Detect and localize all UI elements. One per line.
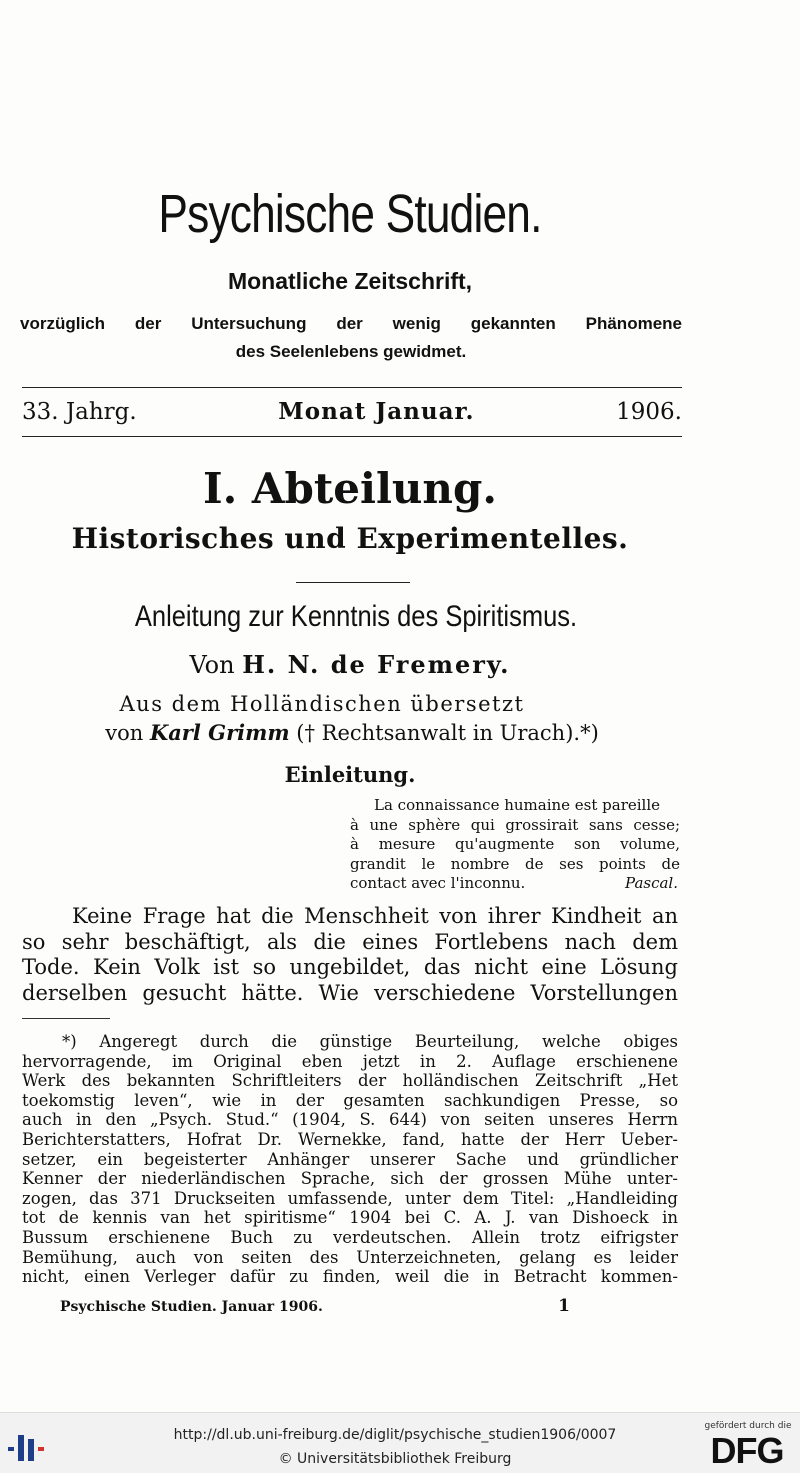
running-footer	[60, 1296, 570, 1316]
footnote-line: *) Angeregt durch die günstige Beurteilung, welche obiges	[62, 1032, 678, 1051]
epigraph-line: grandit le nombre de ses points de	[350, 854, 680, 873]
footnote-line: auch in den „Psych. Stud.“ (1904, S. 644) von seiten unseres Herrn	[22, 1110, 678, 1130]
body-line: so sehr beschäftigt, als die eines Fortlebens nach dem	[22, 929, 678, 954]
byline	[0, 650, 700, 679]
journal-title: Psychische Studien.	[158, 184, 542, 244]
footnote-line: toekomstig leven“, wie in der gesamten sachkundigen Presse, so	[22, 1090, 678, 1110]
epigraph-last-line	[350, 874, 680, 894]
issue-year: 1906.	[616, 399, 682, 425]
journal-tagline-1: vorzüglich der Untersuchung der wenig gekannten Phänomene	[20, 314, 682, 333]
translator-name: Karl Grimm	[149, 720, 290, 745]
journal-tagline-2: des Seelenlebens gewidmet.	[235, 342, 467, 361]
sponsor-text: gefördert durch die	[704, 1421, 792, 1431]
author-name: H. N. de Fremery.	[242, 650, 511, 679]
epigraph-line: à une sphère qui grossirait sans cesse;	[350, 815, 680, 834]
section-divider	[296, 582, 410, 583]
translator-line	[0, 720, 704, 745]
footnote-line: zogen, das 371 Druckseiten umfassende, unter dem Titel: „Handleiding	[22, 1188, 678, 1208]
body-line: Keine Frage hat die Menschheit von ihrer Kindheit an	[72, 904, 678, 928]
running-footer-text: Psychische Studien. Januar 1906.	[60, 1299, 323, 1315]
permalink-url[interactable]: http://dl.ub.uni-freiburg.de/diglit/psychische_studien1906/0007	[173, 1427, 617, 1443]
issue-month: Monat Januar.	[278, 398, 475, 425]
introduction-heading: Einleitung.	[284, 762, 416, 787]
footnote	[22, 1032, 678, 1287]
epigraph-line: La connaissance humaine est pareille	[374, 796, 661, 814]
footnote-line: nicht, einen Verleger dafür zu finden, weil die in Betracht kommen-	[22, 1267, 678, 1287]
dfg-logo: DFG	[710, 1430, 784, 1471]
body-line: Tode. Kein Volk ist so ungebildet, das nicht eine Lösung	[22, 955, 678, 979]
epigraph	[350, 796, 680, 894]
footnote-line: setzer, ein begeisterter Anhänger unserer Sache und gründlicher	[22, 1149, 678, 1169]
body-text	[22, 904, 678, 1006]
footnote-separator	[22, 1018, 110, 1019]
body-line: derselben gesucht hätte. Wie verschiedene Vorstellungen	[22, 980, 678, 1005]
byline-prefix: Von	[189, 651, 235, 679]
viewer-footer-bar	[0, 1412, 800, 1473]
epigraph-attribution: Pascal.	[625, 874, 678, 892]
footnote-line: Bussum erschienene Buch zu verdeutschen. Allein trotz eifrigster	[22, 1227, 678, 1247]
footnote-line: hervorragende, im Original eben jetzt in 2. Auflage erschienene	[22, 1051, 678, 1071]
section-subheading: Historisches und Experimentelles.	[71, 522, 629, 555]
translator-suffix: († Rechtsanwalt in Urach).*)	[296, 721, 599, 745]
footnote-line: Werk des bekannten Schriftleiters der holländischen Zeitschrift „Het	[22, 1071, 678, 1091]
copyright-notice: © Universitätsbibliothek Freiburg	[278, 1451, 512, 1467]
article-title: Anleitung zur Kenntnis des Spiritismus.	[134, 600, 578, 633]
translator-prefix: von	[105, 721, 144, 745]
masthead-rule-top	[22, 387, 682, 388]
epigraph-line: contact avec l'inconnu.	[350, 874, 526, 892]
footnote-line: Bemühung, auch von seiten des Unterzeichneten, gelang es leider	[22, 1247, 678, 1267]
footnote-line: Berichterstatters, Hofrat Dr. Wernekke, fand, hatte der Herr Ueber-	[22, 1129, 678, 1149]
masthead	[22, 398, 682, 425]
footnote-line: Kenner der niederländischen Sprache, sich der grossen Mühe unter-	[22, 1169, 678, 1189]
footnote-line: tot de kennis van het spiritisme“ 1904 bei C. A. J. van Dishoeck in	[22, 1208, 678, 1228]
journal-subtitle: Monatliche Zeitschrift,	[227, 268, 473, 294]
masthead-rule-bottom	[22, 436, 682, 437]
translation-note: Aus dem Holländischen übersetzt	[119, 692, 525, 716]
page-number: 1	[558, 1296, 570, 1316]
volume-label: 33. Jahrg.	[22, 399, 137, 425]
section-heading: I. Abteilung.	[203, 464, 497, 513]
epigraph-line: à mesure qu'augmente son volume,	[350, 835, 680, 853]
